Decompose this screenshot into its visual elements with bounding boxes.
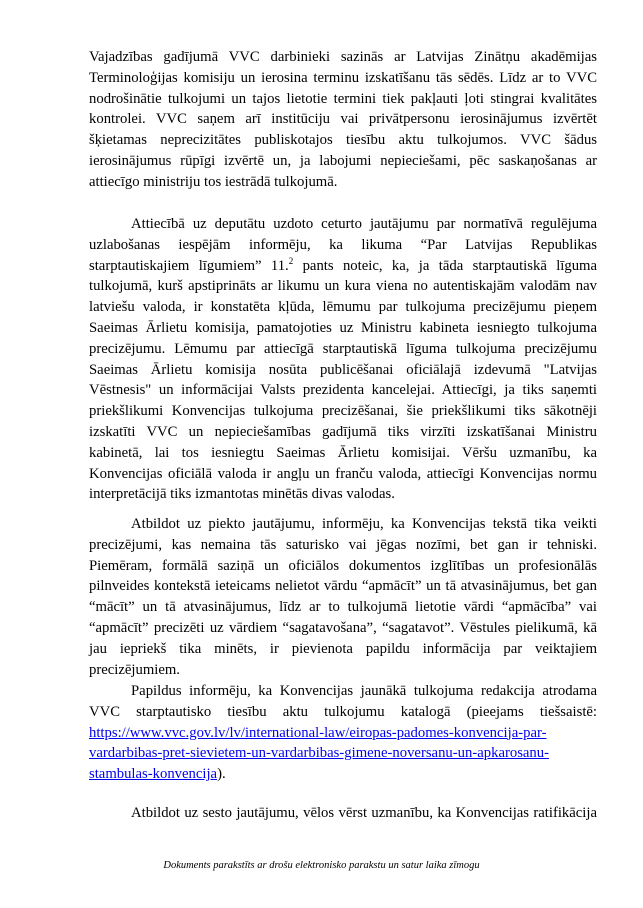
paragraph-sixth-question [89, 803, 597, 824]
catalog-link[interactable]: https://www.vvc.gov.lv/lv/international-law/eiropas-padomes-konvencija-par- [89, 724, 547, 741]
text-line: ierosinājumus rūpīgi izvērtē un, ja labojumi nepieciešami, pēc saskaņošanas ar [89, 152, 597, 169]
text-line: šķietamas neprecizitātes publiskotajos tiesību aktu tulkojumos. VVC šādus [89, 132, 597, 149]
text-line: Terminoloģijas komisiju un ierosina terminu izskatīšanu tās sēdēs. Līdz ar to VVC [89, 69, 597, 86]
text-line-with-superscript [89, 256, 597, 277]
text-line: Atbildot uz sesto jautājumu, vēlos vērst uzmanību, ka Konvencijas ratifikācija [131, 805, 597, 821]
text-line: Piemēram, formālā saziņā un oficiālos dokumentos izglītības un profesionālās [89, 557, 597, 574]
paragraph-fifth-question [89, 514, 597, 680]
text-line: Papildus informēju, ka Konvencijas jaunākā tulkojuma redakcija atrodama [131, 683, 597, 699]
text-line: pilnveides kontekstā ieteicams nelietot vārdu “apmācīt” un tā atvasinājumus, bet gan [89, 578, 597, 595]
catalog-link[interactable]: vardarbibas-pret-sievietem-un-vardarbibas-gimene-noversanu-un-apkarosanu- [89, 745, 550, 762]
text-line: precizējumiem. [89, 661, 180, 678]
link-line [89, 743, 597, 764]
text-line: “mācīt” un tā atvasinājumus, līdz ar to tulkojumā lietotie vārdi “apmācība” vai [89, 599, 597, 616]
text-line: jau iepriekš tika minēts, ir pievienota papildu informācija par veiktajiem [89, 640, 597, 657]
text-line: Konvencijas oficiālā valoda ir angļu un franču valoda, attiecīgi Konvencijas normu [89, 465, 597, 482]
text-line: nodrošinātie tulkojumi un tajos lietotie termini tiek pakļauti ļoti stingrai kvalitātes [89, 90, 597, 107]
signature-footer: Dokuments parakstīts ar drošu elektronisko parakstu un satur laika zīmogu [163, 860, 480, 871]
text-line: “apmācīt” precizēti uz vārdiem “sagatavošana”, “sagatavot”. Vēstules pielikumā, kā [89, 619, 597, 636]
text-line: uzlabošanas iespējām informēju, ka likuma “Par Latvijas Republikas [89, 236, 597, 253]
text-segment: ). [217, 766, 226, 783]
paragraph-terminology [89, 47, 597, 193]
text-line: Attiecībā uz deputātu uzdoto ceturto jautājumu par normatīvā regulējuma [131, 216, 597, 232]
text-line: priekšlikumi Konvencijas tulkojuma precizēšanai, šie priekšlikumi tiks sākotnēji [89, 403, 597, 420]
text-line: interpretācijā tiks izmantotas minētās divas valodas. [89, 486, 395, 503]
text-line: kontrolei. VVC saņem arī institūciju vai privātpersonu ierosinājumus izvērtēt [89, 111, 597, 128]
superscript-number: 2 [288, 255, 294, 266]
link-line [89, 723, 597, 744]
text-line: precizējumi, kas nemaina tās saturisko vai jēgas nozīmi, bet gan ir tehniski. [89, 536, 597, 553]
text-line: Vēstnesis" un informācijai Valsts prezidenta kancelejai. Attiecīgi, ja tiks saņemti [89, 382, 597, 399]
text-line: kabinetā, lai tos iesniegtu Saeimas Ārlietu komisijai. Vēršu uzmanību, ka [89, 444, 597, 461]
link-line [89, 764, 597, 785]
text-line: tulkojumā, kurš apstiprināts ar likumu un kura viena no autentiskajām valodām nav [89, 278, 597, 295]
text-line: VVC starptautisko tiesību aktu tulkojumu katalogā (pieejams tiešsaistē: [89, 703, 597, 720]
text-line: latviešu valoda, ir konstatēta kļūda, lēmumu par tulkojuma precizējumu pieņem [89, 299, 597, 316]
paragraph-catalog-link [89, 681, 597, 785]
text-line: attiecīgo ministriju tos iestrādā tulkojumā. [89, 173, 338, 190]
text-line: Saeimas Ārlietu komisija, pamatojoties uz Ministru kabineta iesniegto tulkojuma [89, 319, 597, 336]
text-segment: pants noteic, ka, ja tāda starptautiskā līguma [293, 257, 598, 274]
text-line: Atbildot uz piekto jautājumu, informēju, ka Konvencijas tekstā tika veikti [131, 516, 597, 532]
paragraph-fourth-question [89, 214, 597, 505]
text-line: izskatīti VVC un nepieciešamības gadījumā tiks virzīti izskatīšanai Ministru [89, 423, 597, 440]
text-line: Saeimas Ārlietu komisija nosūta publicēšanai oficiālajā izdevumā "Latvijas [89, 361, 597, 378]
text-segment: starptautiskajiem līgumiem” 11. [89, 257, 289, 274]
text-line: precizējumu. Lēmumu par attiecīgā starptautiskā līguma tulkojuma precizējumu [89, 340, 597, 357]
text-line: Vajadzības gadījumā VVC darbinieki sazinās ar Latvijas Zinātņu akadēmijas [89, 49, 597, 65]
catalog-link[interactable]: stambulas-konvencija [89, 766, 218, 783]
